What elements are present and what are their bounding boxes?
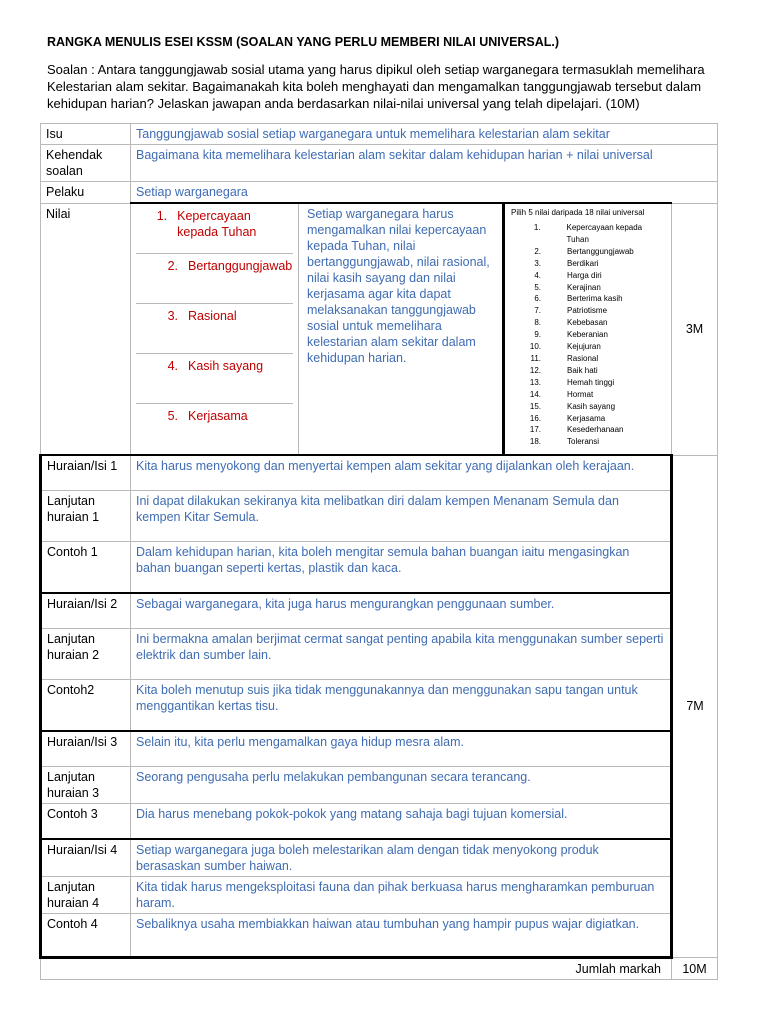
universal-value-item: 12. Baik hati — [529, 365, 598, 375]
isu-label: Isu — [41, 124, 131, 145]
nilai-mark: 3M — [672, 203, 718, 455]
huraian-row-lanjutan — [41, 629, 718, 680]
essay-framework-table — [39, 123, 718, 980]
universal-value-item: 8. Kebebasan — [534, 318, 608, 328]
huraian-isi-text: Setiap warganegara juga boleh melestarikan alam dengan tidak menyokong produk berasaskan sumber haiwan. — [131, 839, 672, 877]
total-value: 10M — [672, 958, 718, 980]
question-text: Soalan : Antara tanggungjawab sosial utama yang harus dipikul oleh setiap warganegara termasuklah memelihara Kelestarian alam sekitar. Bagaimanakah kita boleh menghayati dan mengamalkan tanggungjawab tersebut dalam kehidupan harian? Jelaskan jawapan anda berdasarkan nilai-nilai universal yang telah dipelajari. (10M) — [47, 62, 705, 111]
universal-values-cell — [504, 203, 672, 455]
huraian-row-isi — [41, 455, 718, 491]
huraian-contoh-text: Dia harus menebang pokok-pokok yang matang sahaja bagi tujuan komersial. — [131, 804, 672, 840]
nilai-item: 4. Kasih sayang — [136, 354, 293, 404]
universal-values-heading: Pilih 5 nilai daripada 18 nilai universal — [511, 208, 645, 217]
huraian-row-lanjutan — [41, 491, 718, 542]
pelaku-value: Setiap warganegara — [131, 182, 718, 204]
nilai-values-cell — [131, 203, 299, 455]
huraian-contoh-label: Contoh 1 — [41, 542, 131, 594]
universal-value-item: 3. Berdikari — [534, 258, 599, 268]
row-kehendak — [41, 145, 718, 182]
huraian-lanjutan-label: Lanjutan huraian 4 — [41, 877, 131, 914]
huraian-isi-label: Huraian/Isi 3 — [41, 731, 131, 767]
huraian-lanjutan-text: Ini bermakna amalan berjimat cermat sangat penting apabila kita menggunakan sumber seperti elektrik dan sumber lain. — [131, 629, 672, 680]
huraian-contoh-text: Sebaliknya usaha membiakkan haiwan atau tumbuhan yang hampir pupus wajar digiatkan. — [131, 914, 672, 958]
pelaku-label: Pelaku — [41, 182, 131, 204]
row-pelaku — [41, 182, 718, 204]
huraian-row-contoh — [41, 542, 718, 594]
document-title: RANGKA MENULIS ESEI KSSM (SOALAN YANG PERLU MEMBERI NILAI UNIVERSAL.) — [47, 35, 560, 49]
universal-value-item: 1. Kepercayaan kepada Tuhan — [533, 223, 643, 244]
total-label: Jumlah markah — [41, 958, 672, 980]
nilai-explanation: Setiap warganegara harus mengamalkan nilai kepercayaan kepada Tuhan, nilai bertanggungjawab, nilai rasional, nilai kasih sayang dan nilai kerjasama agar kita dapat melaksanakan tanggungjawab sosial untuk memelihara kelestarian alam sekitar dalam kehidupan harian. — [299, 203, 504, 455]
huraian-row-contoh — [41, 914, 718, 958]
universal-value-item: 6. Berterima kasih — [534, 294, 623, 304]
huraian-contoh-label: Contoh 4 — [41, 914, 131, 958]
huraian-lanjutan-text: Kita tidak harus mengeksploitasi fauna dan pihak berkuasa harus mengharamkan pemburuan haram. — [131, 877, 672, 914]
universal-value-item: 17. Kesederhanaan — [529, 425, 624, 435]
row-isu — [41, 124, 718, 145]
huraian-lanjutan-text: Seorang pengusaha perlu melakukan pembangunan secara terancang. — [131, 767, 672, 804]
huraian-isi-text: Sebagai warganegara, kita juga harus mengurangkan penggunaan sumber. — [131, 593, 672, 629]
huraian-lanjutan-label: Lanjutan huraian 3 — [41, 767, 131, 804]
universal-value-item: 14. Hormat — [529, 389, 594, 399]
nilai-item: 1. Kepercayaan kepada Tuhan — [136, 204, 293, 254]
huraian-mark: 7M — [672, 455, 718, 958]
huraian-isi-text: Kita harus menyokong dan menyertai kempen alam sekitar yang dijalankan oleh kerajaan. — [131, 455, 672, 491]
universal-value-item: 16. Kerjasama — [529, 413, 606, 423]
huraian-isi-text: Selain itu, kita perlu mengamalkan gaya hidup mesra alam. — [131, 731, 672, 767]
universal-value-item: 11. Rasional — [530, 353, 599, 363]
universal-value-item: 13. Hemah tinggi — [529, 377, 615, 387]
nilai-list — [136, 204, 293, 454]
nilai-item: 3. Rasional — [136, 304, 293, 354]
huraian-lanjutan-label: Lanjutan huraian 2 — [41, 629, 131, 680]
huraian-row-lanjutan — [41, 767, 718, 804]
huraian-isi-label: Huraian/Isi 2 — [41, 593, 131, 629]
huraian-row-contoh — [41, 680, 718, 732]
huraian-row-isi — [41, 839, 718, 877]
huraian-contoh-label: Contoh 3 — [41, 804, 131, 840]
row-nilai — [41, 203, 718, 455]
row-total — [41, 958, 718, 980]
nilai-item: 5. Kerjasama — [167, 409, 248, 423]
huraian-contoh-text: Dalam kehidupan harian, kita boleh mengitar semula bahan buangan iaitu mengasingkan bahan buangan seperti kertas, plastik dan kaca. — [131, 542, 672, 594]
universal-value-item: 2. Bertanggungjawab — [534, 246, 634, 256]
universal-value-item: 18. Toleransi — [529, 437, 600, 447]
huraian-contoh-label: Contoh2 — [41, 680, 131, 732]
universal-value-item: 4. Harga diri — [534, 270, 602, 280]
isu-value: Tanggungjawab sosial setiap warganegara untuk memelihara kelestarian alam sekitar — [131, 124, 718, 145]
universal-value-item: 10. Kejujuran — [529, 342, 601, 352]
huraian-row-isi — [41, 593, 718, 629]
universal-value-item: 7. Patriotisme — [534, 306, 608, 316]
huraian-lanjutan-label: Lanjutan huraian 1 — [41, 491, 131, 542]
huraian-isi-label: Huraian/Isi 1 — [41, 455, 131, 491]
huraian-row-isi — [41, 731, 718, 767]
nilai-item: 2. Bertanggungjawab — [136, 254, 293, 304]
universal-values-list — [511, 222, 665, 448]
universal-value-item: 5. Kerajinan — [534, 282, 601, 292]
kehendak-label: Kehendak soalan — [41, 145, 131, 182]
huraian-isi-label: Huraian/Isi 4 — [41, 839, 131, 877]
universal-value-item: 9. Keberanian — [534, 330, 608, 340]
huraian-lanjutan-text: Ini dapat dilakukan sekiranya kita melibatkan diri dalam kempen Menanam Semula dan kempen Kitar Semula. — [131, 491, 672, 542]
huraian-contoh-text: Kita boleh menutup suis jika tidak menggunakannya dan menggunakan sapu tangan untuk menggantikan kertas tisu. — [131, 680, 672, 732]
huraian-row-contoh — [41, 804, 718, 840]
huraian-row-lanjutan — [41, 877, 718, 914]
nilai-label: Nilai — [41, 203, 131, 455]
kehendak-value: Bagaimana kita memelihara kelestarian alam sekitar dalam kehidupan harian + nilai universal — [131, 145, 718, 182]
universal-value-item: 15. Kasih sayang — [529, 401, 616, 411]
